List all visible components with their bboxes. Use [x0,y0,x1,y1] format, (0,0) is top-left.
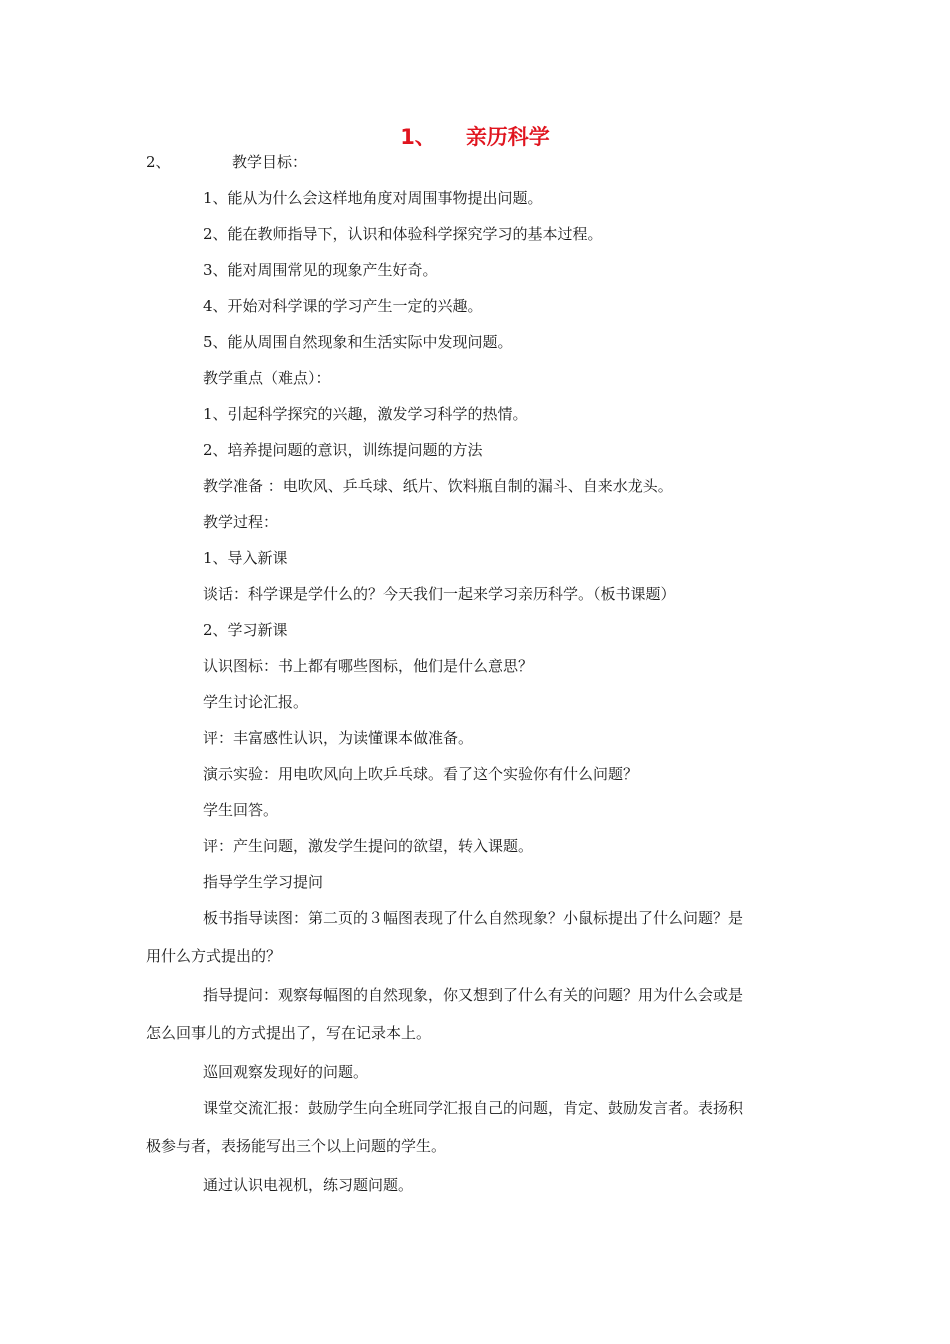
text-line: 4、开始对科学课的学习产生一定的兴趣。 [203,297,483,315]
text-line: 谈话：科学课是学什么的？今天我们一起来学习亲历科学。（板书课题） [203,585,676,603]
text-line: 演示实验：用电吹风向上吹乒乓球。看了这个实验你有什么问题？ [203,765,639,783]
section-heading [146,152,307,172]
paragraph [146,1098,811,1156]
document-title [0,124,950,150]
text-line: 评：丰富感性认识，为读懂课本做准备。 [203,729,474,747]
paragraph [146,908,811,966]
text-line: 1、导入新课 [203,549,288,567]
text-line: 学生讨论汇报。 [203,693,309,711]
paragraph-line: 课堂交流汇报：鼓励学生向全班同学汇报自己的问题，肯定、鼓励发言者。表扬积 [203,1099,744,1117]
text-line: 教学准备 ：电吹风、乒乓球、纸片、饮料瓶自制的漏斗、自来水龙头。 [203,477,673,495]
text-line: 教学重点（难点）： [203,369,331,387]
text-line: 2、培养提问题的意识，训练提问题的方法 [203,441,483,459]
text-line: 巡回观察发现好的问题。 [203,1063,369,1081]
text-line: 学生回答。 [203,801,279,819]
paragraph-line: 板书指导读图：第二页的３幅图表现了什么自然现象？小鼠标提出了什么问题？是 [203,909,744,927]
text-line: 2、学习新课 [203,621,288,639]
text-line: 2、能在教师指导下，认识和体验科学探究学习的基本过程。 [203,225,603,243]
title-number: 1、 [400,125,436,149]
title-text: 亲历科学 [465,125,550,149]
paragraph-line: 用什么方式提出的？ [146,947,282,965]
paragraph [146,985,811,1043]
text-line: 教学过程： [203,513,279,531]
text-line: 通过认识电视机，练习题问题。 [203,1176,414,1194]
text-line: 评：产生问题，激发学生提问的欲望，转入课题。 [203,837,534,855]
text-line: 指导学生学习提问 [203,873,324,891]
paragraph-line: 指导提问：观察每幅图的自然现象，你又想到了什么有关的问题？用为什么会或是 [203,986,744,1004]
heading-number: 2、 [146,153,171,171]
paragraph-line: 极参与者，表扬能写出三个以上问题的学生。 [146,1137,447,1155]
text-line: 认识图标：书上都有哪些图标，他们是什么意思？ [203,657,534,675]
text-line: 5、能从周围自然现象和生活实际中发现问题。 [203,333,513,351]
paragraph-line: 怎么回事儿的方式提出了，写在记录本上。 [146,1024,432,1042]
heading-text: 教学目标： [232,153,308,171]
text-line: 3、能对周围常见的现象产生好奇。 [203,261,438,279]
text-line: 1、能从为什么会这样地角度对周围事物提出问题。 [203,189,543,207]
text-line: 1、引起科学探究的兴趣，激发学习科学的热情。 [203,405,528,423]
